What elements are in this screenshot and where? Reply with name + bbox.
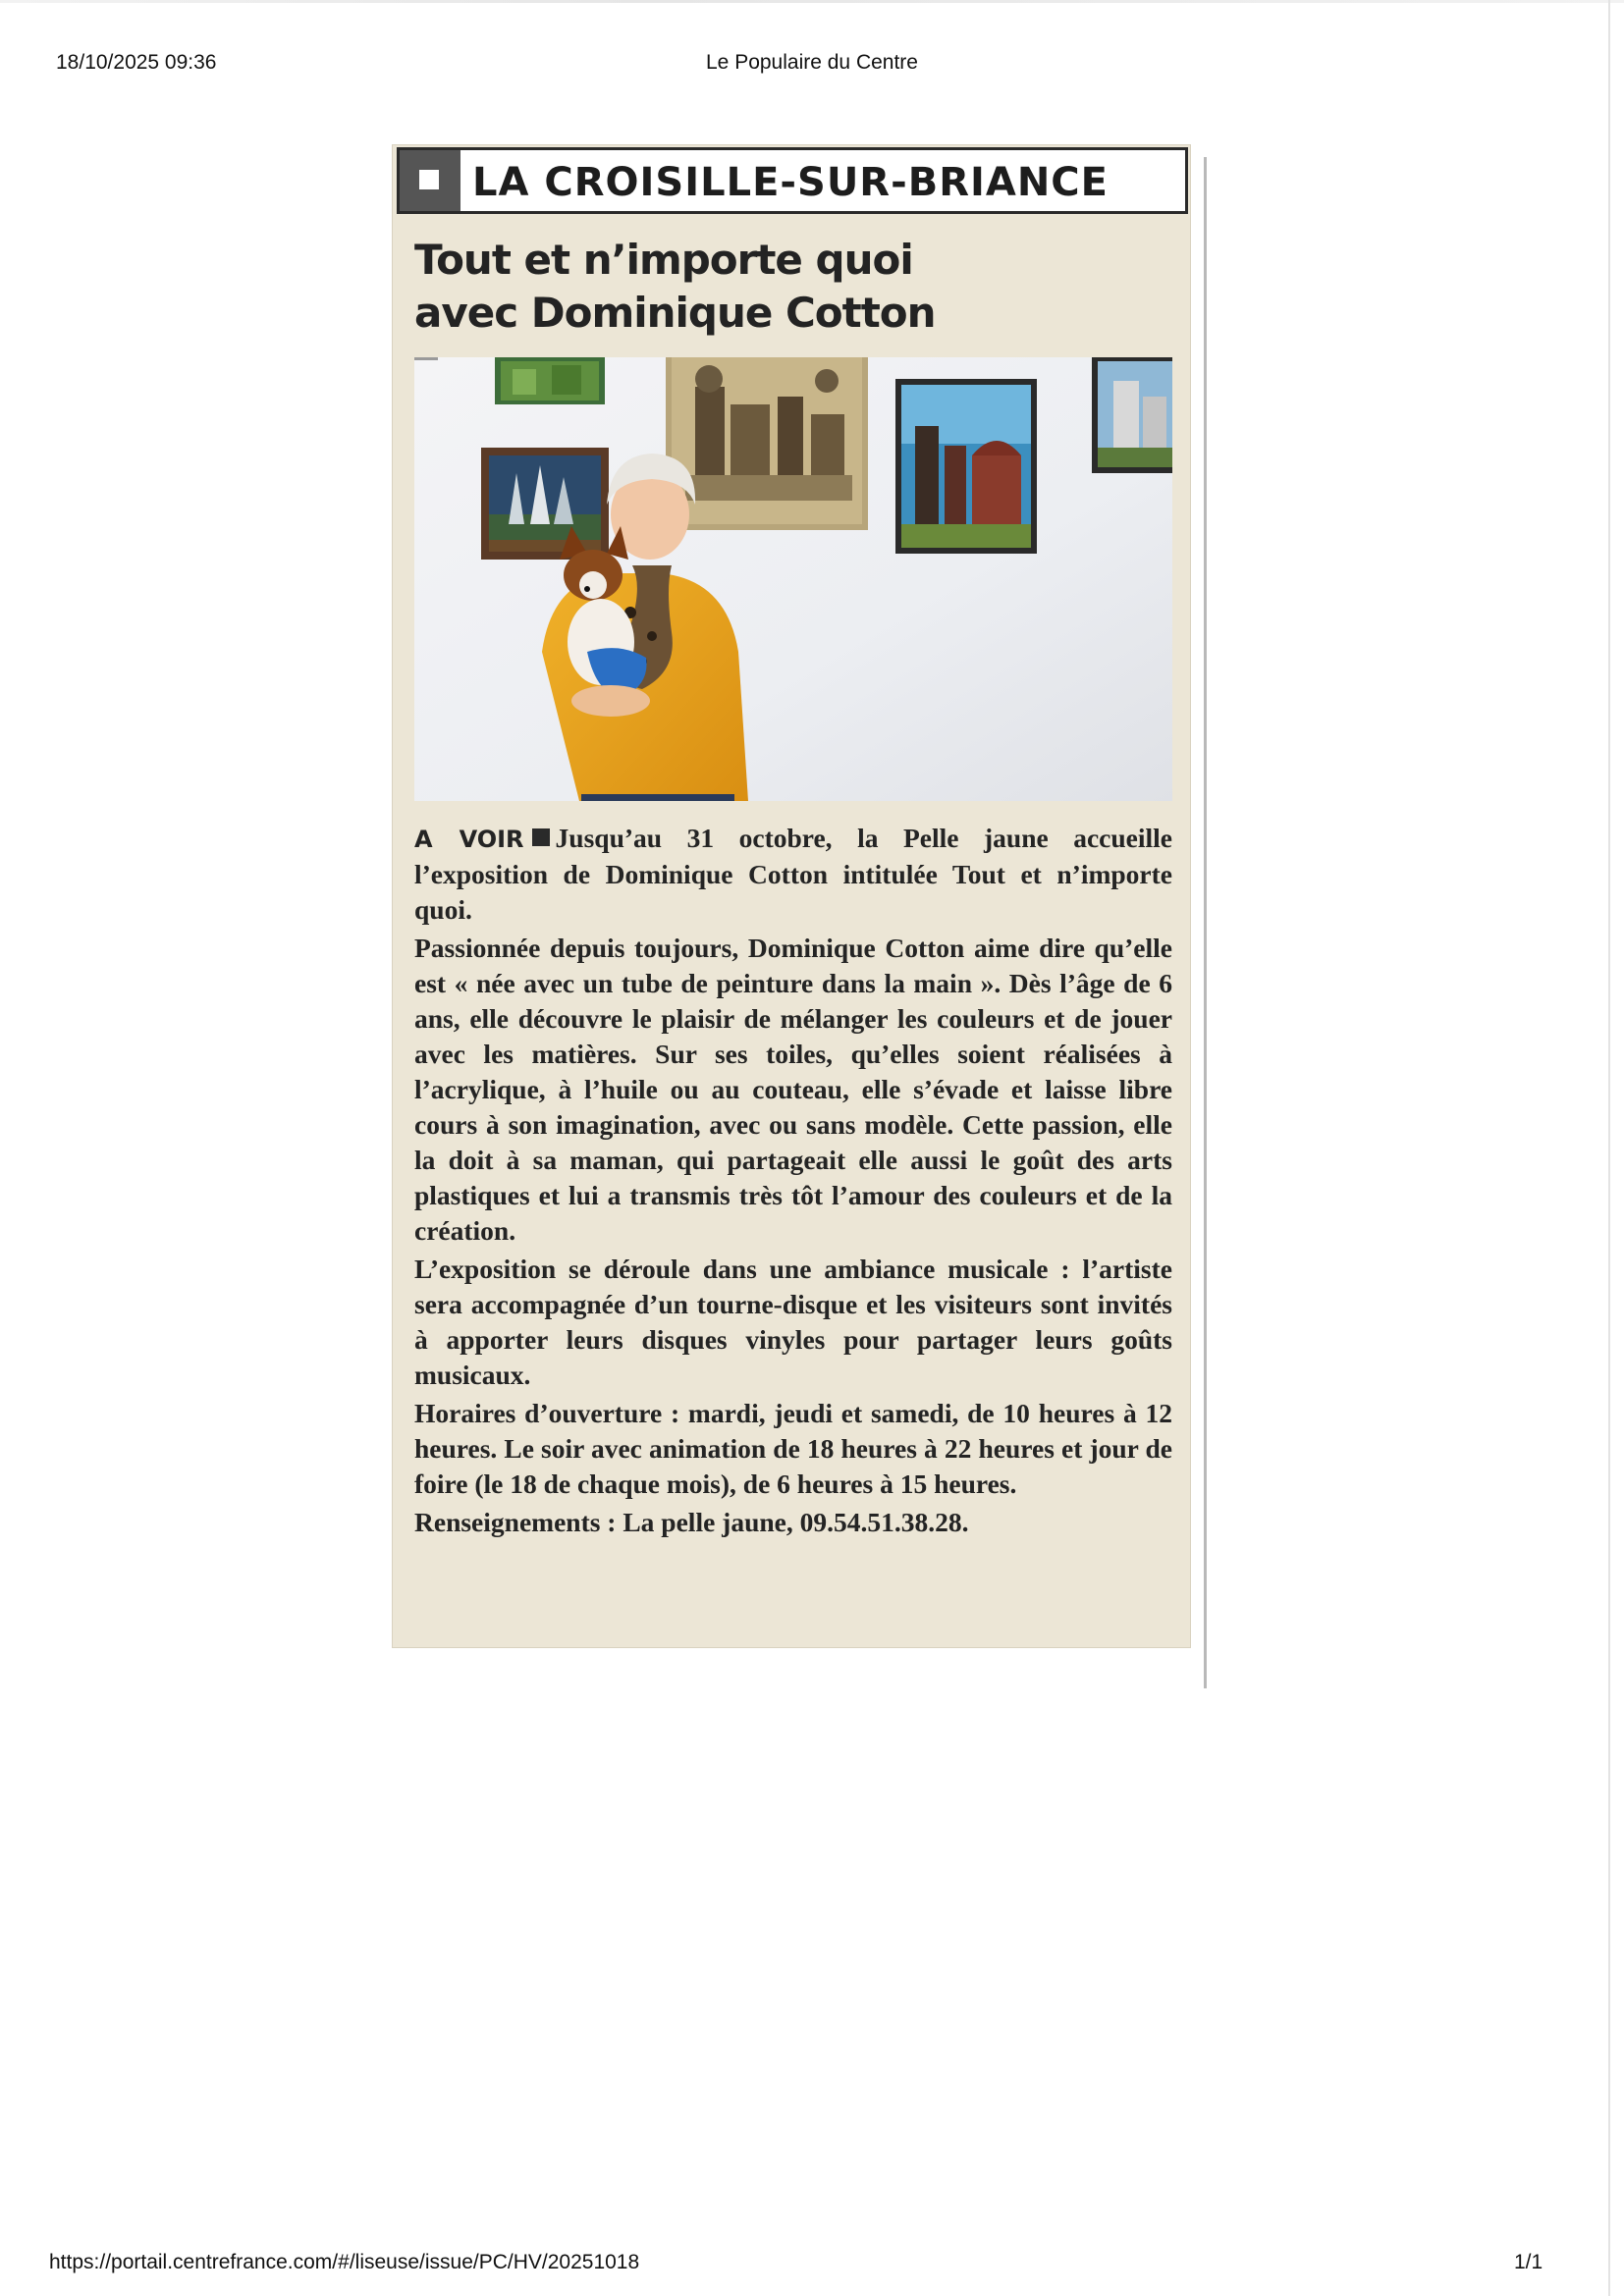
banner-square-icon [419,170,439,189]
banner-flag [400,150,460,211]
painting-ruins [895,379,1037,554]
newspaper-clipping [393,145,1190,1647]
article-headline [414,234,1180,340]
print-site-title: Le Populaire du Centre [706,51,918,74]
exhibition-photo-illustration [414,357,1172,801]
print-url: https://portail.centrefrance.com/#/liseuse/issue/PC/HV/20251018 [49,2251,640,2273]
scan-page-edge [1608,0,1610,2296]
article-paragraph-2: Passionnée depuis toujours, Dominique Cotton aime dire qu’elle est « née avec un tube de peinture dans la main ». Dès l’âge de 6 ans, elle découvre le plaisir de mélanger les couleurs et de jouer avec les matières. Sur ses toiles, qu’elles soient réalisées à l’acrylique, à l’huile ou au couteau, elle s’évade et laisse libre cours à son imagination, avec ou sans modèle. Cette passion, elle la doit à sa maman, qui partageait elle aussi le goût des arts plastiques et lui a transmis très tôt l’amour des couleurs et de la création. [414,933,1172,1246]
print-page-count: 1/1 [1514,2251,1543,2273]
article-paragraph-3: L’exposition se déroule dans une ambiance musicale : l’artiste sera accompagnée d’un tourne-disque et les visiteurs sont invités à apporter leurs disques vinyles pour partager leurs goûts musicaux. [414,1254,1172,1390]
section-banner [397,147,1188,214]
article-paragraph-1 [414,821,1172,928]
section-town: LA CROISILLE-SUR-BRIANCE [472,160,1109,205]
painting-green [495,357,605,404]
painting-sepia-castle [666,357,868,530]
print-footer [0,2251,1624,2278]
article-paragraph-4: Horaires d’ouverture : mardi, jeudi et samedi, de 10 heures à 12 heures. Le soir avec animation de 18 heures à 22 heures et jour de foire (le 18 de chaque mois), de 6 heures à 15 heures. [414,1398,1172,1499]
article-body [414,821,1172,1543]
paragraph-1-text: Jusqu’au 31 octobre, la Pelle jaune accueille l’exposition de Dominique Cotton intitulée Tout et n’importe quoi. [414,823,1172,925]
clipping-shadow [1204,157,1207,1688]
article-kicker: A VOIR [414,826,524,853]
print-datetime: 18/10/2025 09:36 [56,51,217,74]
painting-tower [1092,357,1172,473]
print-header [0,51,1624,79]
article-paragraph-5: Renseignements : La pelle jaune, 09.54.51.38.28. [414,1507,969,1537]
article-photo [414,357,1172,801]
headline-line-1: Tout et n’importe quoi [414,236,913,284]
scan-top-strip [0,0,1624,3]
headline-line-2: avec Dominique Cotton [414,289,936,337]
painting-trees [481,448,609,560]
kicker-bullet-icon [532,828,550,846]
